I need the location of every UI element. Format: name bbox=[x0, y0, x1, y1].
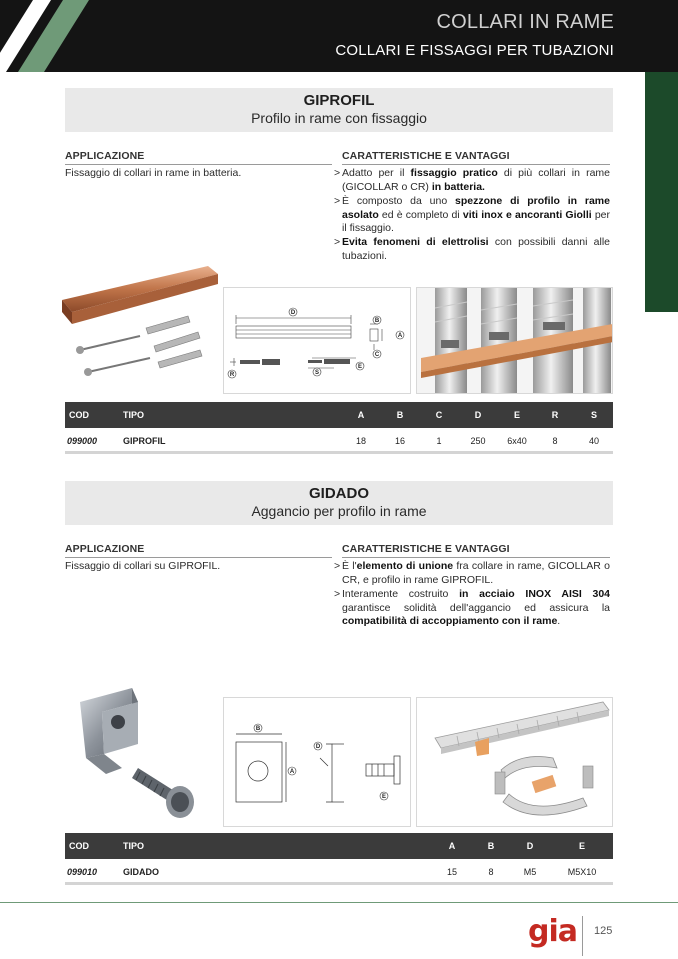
col-header-cod: COD bbox=[69, 410, 89, 420]
brand-logo: gia bbox=[528, 914, 578, 949]
cell-tipo: GIDADO bbox=[123, 867, 159, 877]
col-header: E bbox=[513, 410, 520, 420]
product-photo-giprofil bbox=[58, 258, 218, 392]
application-title: APPLICAZIONE bbox=[65, 150, 332, 165]
product-heading-gidado bbox=[65, 481, 613, 525]
cell: 16 bbox=[394, 436, 405, 446]
page-header bbox=[0, 0, 678, 72]
cell-cod: 099000 bbox=[67, 436, 98, 446]
col-header-cod: COD bbox=[69, 841, 89, 851]
dim-label: R bbox=[229, 372, 235, 378]
col-header: R bbox=[551, 410, 559, 420]
cell: M5 bbox=[523, 867, 537, 877]
cell: 250 bbox=[470, 436, 486, 446]
application-title: APPLICAZIONE bbox=[65, 543, 332, 558]
feature-item: > Interamente costruito in acciaio INOX AISI 304 garantisce solidità dell'aggancio ed assicura la compatibilità di accoppiamento con il rame. bbox=[334, 588, 610, 628]
cell: 1 bbox=[436, 436, 442, 446]
cell: 8 bbox=[488, 867, 494, 877]
col-header: B bbox=[396, 410, 404, 420]
table-header-gidado bbox=[65, 833, 613, 859]
feature-item: > Adatto per il fissaggio pratico di più collari in rame (GICOLLAR o CR) in batteria. bbox=[334, 167, 611, 193]
dim-label: B bbox=[255, 726, 261, 732]
dim-label: D bbox=[290, 310, 296, 316]
dim-label: A bbox=[289, 769, 295, 775]
footer-divider bbox=[0, 902, 678, 903]
col-header: C bbox=[435, 410, 443, 420]
application-text: Fissaggio di collari in rame in batteria. bbox=[65, 167, 242, 179]
cell: 15 bbox=[446, 867, 457, 877]
application-text: Fissaggio di collari su GIPROFIL. bbox=[65, 560, 221, 572]
cell-tipo: GIPROFIL bbox=[123, 436, 166, 446]
technical-drawing-gidado bbox=[223, 697, 411, 827]
cell: 40 bbox=[588, 436, 599, 446]
table-row bbox=[65, 428, 613, 454]
col-header-tipo: TIPO bbox=[123, 841, 145, 851]
col-header: S bbox=[590, 410, 597, 420]
col-header: A bbox=[448, 841, 456, 851]
col-header: D bbox=[526, 841, 534, 851]
installation-photo-gidado bbox=[416, 697, 613, 827]
table-row bbox=[65, 859, 613, 885]
feature-item: > È composto da uno spezzone di profilo in rame asolato ed è completo di viti inox e ancoranti Giolli per il fissaggio. bbox=[334, 195, 610, 235]
dim-label: B bbox=[374, 318, 380, 324]
col-header: A bbox=[357, 410, 365, 420]
features-title: CARATTERISTICHE E VANTAGGI bbox=[342, 150, 610, 165]
dim-label: D bbox=[315, 744, 321, 750]
table-header-giprofil bbox=[65, 402, 613, 428]
col-header: D bbox=[474, 410, 482, 420]
product-name: GIDADO bbox=[309, 485, 369, 502]
feature-item: > Evita fenomeni di elettrolisi con possibili danni alle tubazioni. bbox=[334, 236, 611, 262]
dim-label: A bbox=[397, 333, 403, 339]
dim-label: E bbox=[357, 364, 363, 370]
col-header-tipo: TIPO bbox=[123, 410, 145, 420]
cell: 6x40 bbox=[507, 436, 527, 446]
col-header: E bbox=[578, 841, 585, 851]
product-subtitle: Aggancio per profilo in rame bbox=[251, 503, 427, 519]
footer-separator bbox=[582, 916, 583, 956]
cell-cod: 099010 bbox=[67, 867, 98, 877]
dim-label: C bbox=[374, 352, 380, 358]
product-heading-giprofil bbox=[65, 88, 613, 132]
cell: 18 bbox=[355, 436, 366, 446]
features-title: CARATTERISTICHE E VANTAGGI bbox=[342, 543, 610, 558]
side-tab bbox=[645, 72, 678, 312]
dim-label: S bbox=[314, 370, 320, 376]
cell: 8 bbox=[552, 436, 558, 446]
page-number: 125 bbox=[594, 925, 613, 937]
technical-drawing-giprofil bbox=[223, 287, 411, 394]
header-title: COLLARI IN RAME bbox=[436, 11, 614, 33]
cell: M5X10 bbox=[567, 867, 597, 877]
product-name: GIPROFIL bbox=[303, 92, 375, 109]
col-header: B bbox=[487, 841, 495, 851]
product-photo-gidado bbox=[66, 688, 206, 824]
dim-label: E bbox=[381, 794, 387, 800]
product-subtitle: Profilo in rame con fissaggio bbox=[251, 110, 427, 126]
installation-photo-giprofil bbox=[416, 287, 613, 394]
feature-item: > È l'elemento di unione fra collare in rame, GICOLLAR o CR, e profilo in rame GIPROFIL. bbox=[334, 560, 610, 586]
header-subtitle: COLLARI E FISSAGGI PER TUBAZIONI bbox=[335, 42, 614, 59]
